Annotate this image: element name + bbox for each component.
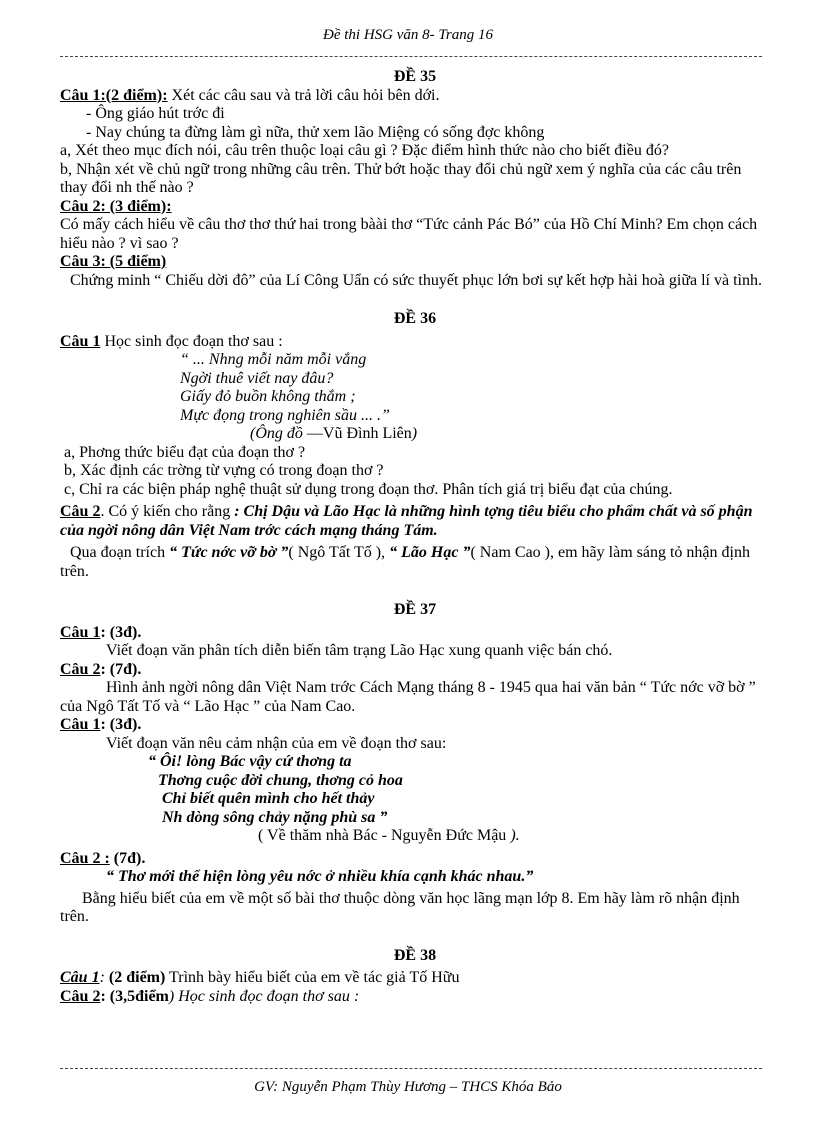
header-divider xyxy=(60,56,762,57)
de37-poem-line: “ Ôi! lòng Bác vậy cứ thơng ta xyxy=(148,753,352,770)
de37-poem-line: Thơng cuộc đời chung, thơng cỏ hoa xyxy=(158,771,403,789)
de37-q4-label: Câu 2 : xyxy=(60,849,110,867)
de35-q3-text: Chứng minh “ Chiếu dời đô” của Lí Công Uẩn có sức thuyết phục lớn bơi sự kết hợp hài hoà giữa lí và tình. xyxy=(70,271,762,289)
de35-line1: - Ông giáo hút trớc đi xyxy=(86,105,225,122)
de36-b: b, Xác định các trờng từ vựng có trong đoạn thơ ? xyxy=(64,462,384,479)
de37-q2-label: Câu 2 xyxy=(60,660,101,678)
de38-q2: Câu 2: (3,5điểm) Học sinh đọc đoạn thơ sau : xyxy=(60,987,360,1005)
de36-q2-label: Câu 2 xyxy=(60,503,101,520)
de35-line4: b, Nhận xét về chủ ngữ trong những câu trên. Thử bớt hoặc thay đổi chủ ngữ xem ý nghĩa của các câu trên thay đổi nh thế nào ? xyxy=(60,160,742,196)
de37-poem-line: Chỉ biết quên mình cho hết thảy xyxy=(162,790,375,807)
de35-q1: Câu 1:(2 điểm): Xét các câu sau và trả lời câu hỏi bên dới. xyxy=(60,86,440,104)
de36-poem-line: Giấy đỏ buồn không thắm ; xyxy=(180,388,356,405)
footer-divider xyxy=(60,1068,762,1069)
de37-poem-source: ( Về thăm nhà Bác - Nguyễn Đức Mậu ). xyxy=(258,827,520,844)
de37-q4-quote: “ Thơ mới thể hiện lòng yêu nớc ở nhiều khía cạnh khác nhau.” xyxy=(106,868,534,885)
de37-q4: Câu 2 : (7đ). xyxy=(60,849,146,867)
de37-q1-text: Viết đoạn văn phân tích diễn biến tâm trạng Lão Hạc xung quanh việc bán chó. xyxy=(106,642,613,659)
de36-c: c, Chỉ ra các biện pháp nghệ thuật sử dụng trong đoạn thơ. Phân tích giá trị biểu đạt của chúng. xyxy=(64,480,673,498)
de38-q1: Câu 1: (2 điểm) Trình bày hiểu biết của em về tác giả Tố Hữu xyxy=(60,969,460,986)
de37-q1-label: Câu 1 xyxy=(60,623,101,641)
de37-q2: Câu 2: (7đ). xyxy=(60,660,142,678)
de35-q2-text: Có mấy cách hiểu về câu thơ thơ thứ hai trong bàài thơ “Tức cảnh Pác Bó” của Hồ Chí Minh? Em chọn cách hiểu nào ? vì sao ? xyxy=(60,216,758,252)
de37-q3: Câu 1: (3đ). xyxy=(60,716,142,733)
de35-q3 xyxy=(60,253,770,272)
document-body xyxy=(60,60,770,1006)
de37-poem-line: Nh dòng sông chảy nặng phù sa ” xyxy=(162,808,388,826)
de36-a: a, Phơng thức biểu đạt của đoạn thơ ? xyxy=(64,443,306,461)
de38-title: ĐỀ 38 xyxy=(393,946,437,964)
de36-title: ĐỀ 36 xyxy=(393,310,437,327)
de36-poem-line: Mực đọng trong nghiên sầu ... .” xyxy=(180,406,390,424)
de37-q1: Câu 1: (3đ). xyxy=(60,623,142,641)
de35-line2: - Nay chúng ta đừng làm gì nữa, thử xem lão Miệng có sống đợc không xyxy=(86,123,545,141)
page-footer: GV: Nguyễn Phạm Thùy Hương – THCS Khóa Bảo xyxy=(254,1079,562,1095)
de36-poem-line: “ ... Nhng mỗi năm mỗi vắng xyxy=(180,351,367,368)
de35-q2 xyxy=(60,198,770,217)
de37-q3-label: Câu 1 xyxy=(60,716,101,733)
de36-poem-source: (Ông đồ —Vũ Đình Liên) xyxy=(250,425,418,442)
de35-q2-label: Câu 2: (3 điểm): xyxy=(60,197,172,215)
de36-q2-task: Qua đoạn trích “ Tức nớc vỡ bờ ”( Ngô Tất Tố ), “ Lão Hạc ”( Nam Cao ), em hãy làm sáng tỏ nhận định trên. xyxy=(60,544,750,580)
de38-q1-label: Câu 1 xyxy=(60,969,100,986)
de37-q3-text: Viết đoạn văn nêu cảm nhận của em về đoạn thơ sau: xyxy=(106,734,447,752)
de36-q2: Câu 2. Có ý kiến cho rằng : Chị Dậu và Lão Hạc là những hình tợng tiêu biểu cho phẩm chất và số phận của ngời nông dân Việt Nam trớc cách mạng tháng Tám. xyxy=(60,503,753,539)
de36-q1: Câu 1 Học sinh đọc đoạn thơ sau : xyxy=(60,332,283,350)
de37-q2-text: Hình ảnh ngời nông dân Việt Nam trớc Cách Mạng tháng 8 - 1945 qua hai văn bản “ Tức nớc vỡ bờ ” của Ngô Tất Tố và “ Lão Hạc ” của Nam Cao. xyxy=(60,679,756,715)
de38-q2-label: Câu 2 xyxy=(60,987,101,1005)
de35-q3-label: Câu 3: (5 điểm) xyxy=(60,253,167,270)
de37-q4-text: Bằng hiểu biết của em về một số bài thơ thuộc dòng văn học lãng mạn lớp 8. Em hãy làm rõ nhận định trên. xyxy=(60,889,740,925)
de37-title: ĐỀ 37 xyxy=(393,601,437,618)
de35-line3: a, Xét theo mục đích nói, câu trên thuộc loại câu gì ? Đặc điểm hình thức nào cho biết điều đó? xyxy=(60,142,669,159)
de35-q1-label: Câu 1:(2 điểm): xyxy=(60,86,168,104)
de36-q1-label: Câu 1 xyxy=(60,332,101,350)
page-header: Đề thi HSG văn 8- Trang 16 xyxy=(323,27,493,43)
de36-poem-line: Ngời thuê viết nay đâu? xyxy=(180,369,334,387)
de35-title: ĐỀ 35 xyxy=(393,68,437,85)
